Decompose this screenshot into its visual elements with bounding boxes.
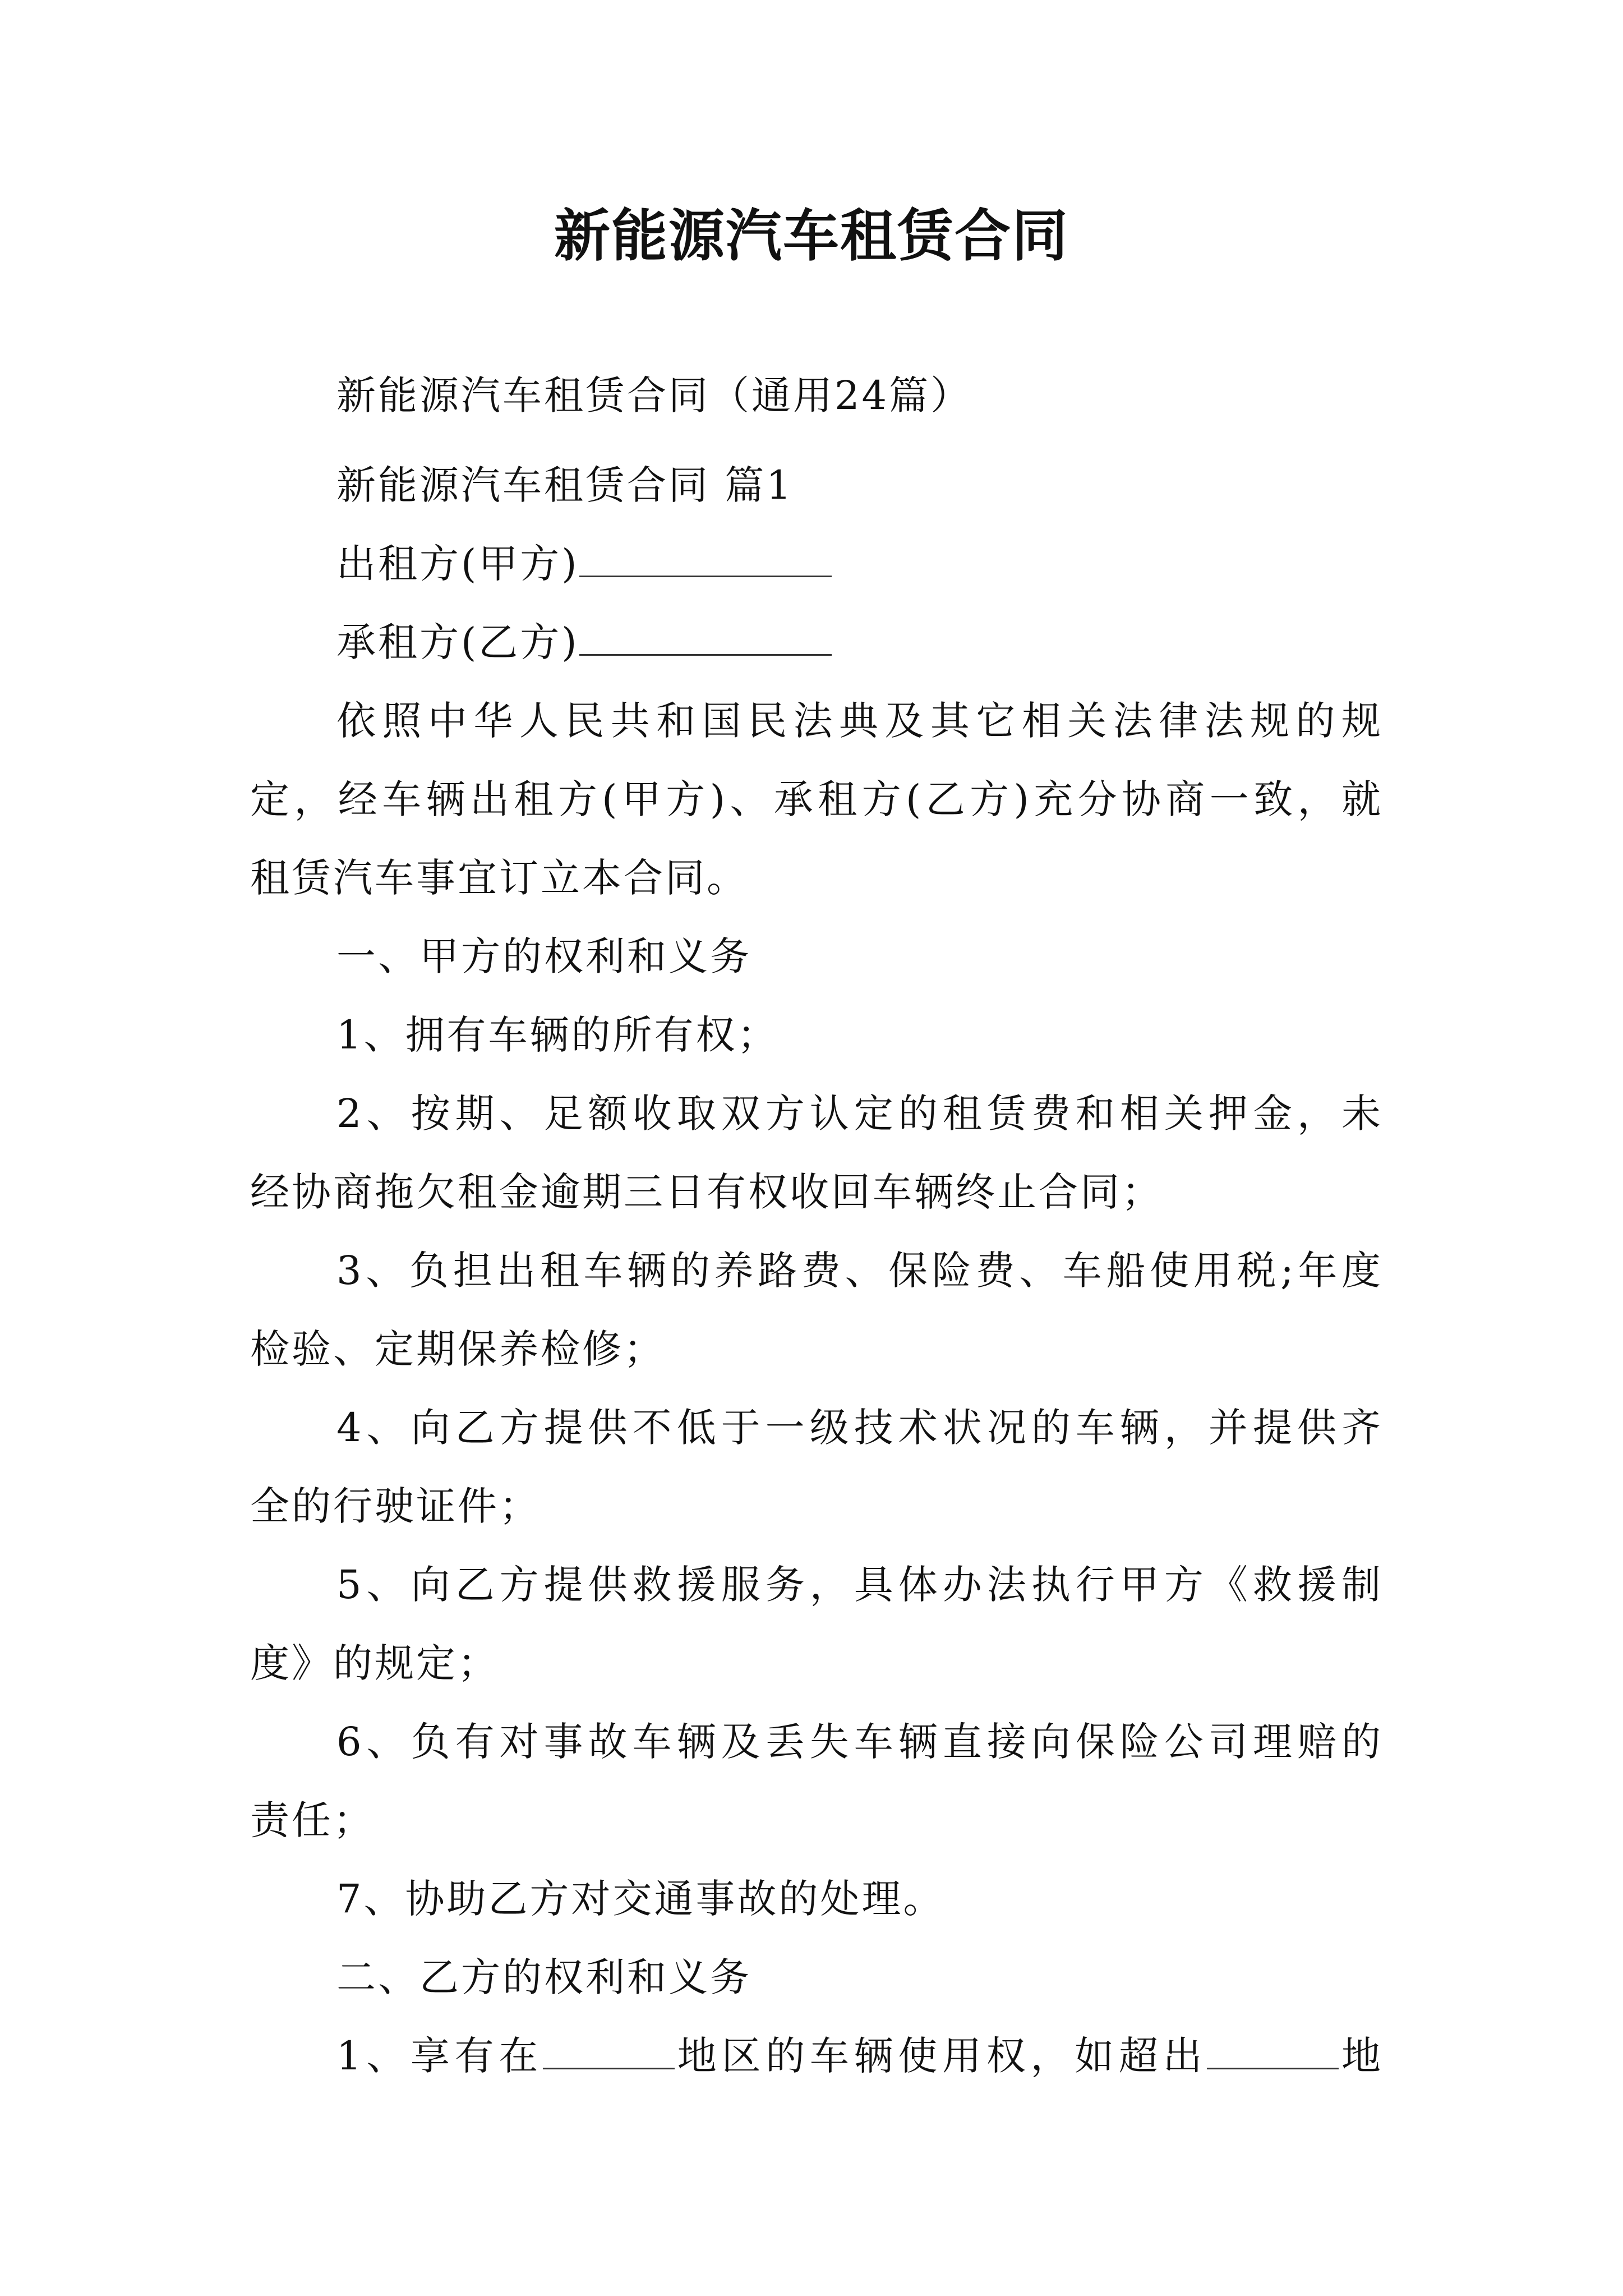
s1-item2-line2: 经协商拖欠租金逾期三日有权收回车辆终止合同； <box>250 1169 1163 1215</box>
intro-line-3: 租赁汽车事宜订立本合同。 <box>250 855 748 901</box>
s2-item1-text-a: 1、享有在 <box>336 2033 543 2079</box>
s1-item2-line1: 2、按期、足额收取双方认定的租赁费和相关押金，未 <box>336 1091 1383 1137</box>
lessor-label: 出租方(甲方) <box>336 541 579 587</box>
document-title: 新能源汽车租赁合同 <box>554 203 1069 269</box>
intro-line-2: 定，经车辆出租方(甲方)、承租方(乙方)充分协商一致，就 <box>250 776 1383 822</box>
s1-item6-line2: 责任； <box>250 1797 375 1843</box>
lessee-blank <box>579 615 832 656</box>
lessee-label: 承租方(乙方) <box>336 619 579 665</box>
s1-item4-line2: 全的行驶证件； <box>250 1483 541 1529</box>
lessee-line <box>336 614 1383 670</box>
s1-item6-line1: 6、负有对事故车辆及丢失车辆直接向保险公司理赔的 <box>336 1719 1383 1765</box>
s1-item5-line2: 度》的规定； <box>250 1640 499 1686</box>
s2-item1-line1 <box>336 2028 1383 2084</box>
intro-line-1: 依照中华人民共和国民法典及其它相关法律法规的规 <box>336 698 1383 744</box>
section2-heading: 二、乙方的权利和义务 <box>336 1954 751 2000</box>
s1-item3-line1: 3、负担出租车辆的养路费、保险费、车船使用税;年度 <box>336 1248 1383 1294</box>
document-subtitle: 新能源汽车租赁合同（通用24篇） <box>336 372 972 418</box>
section1-heading: 一、甲方的权利和义务 <box>336 933 751 979</box>
s1-item7: 7、协助乙方对交通事故的处理。 <box>336 1876 945 1922</box>
s1-item5-line1: 5、向乙方提供救援服务，具体办法执行甲方《救援制 <box>336 1562 1383 1608</box>
s1-item4-line1: 4、向乙方提供不低于一级技术状况的车辆，并提供齐 <box>336 1405 1383 1451</box>
s2-item1-text-b: 地区的车辆使用权，如超出 <box>675 2033 1207 2079</box>
part-heading: 新能源汽车租赁合同 篇1 <box>336 462 794 508</box>
s1-item3-line2: 检验、定期保养检修； <box>250 1326 665 1372</box>
exceed-region-blank <box>1207 2028 1339 2069</box>
region-blank <box>543 2028 675 2069</box>
lessor-line <box>336 536 1383 592</box>
lessor-blank <box>579 536 832 577</box>
s1-item1: 1、拥有车辆的所有权； <box>336 1012 779 1058</box>
s2-item1-text-c: 地 <box>1339 2033 1384 2079</box>
